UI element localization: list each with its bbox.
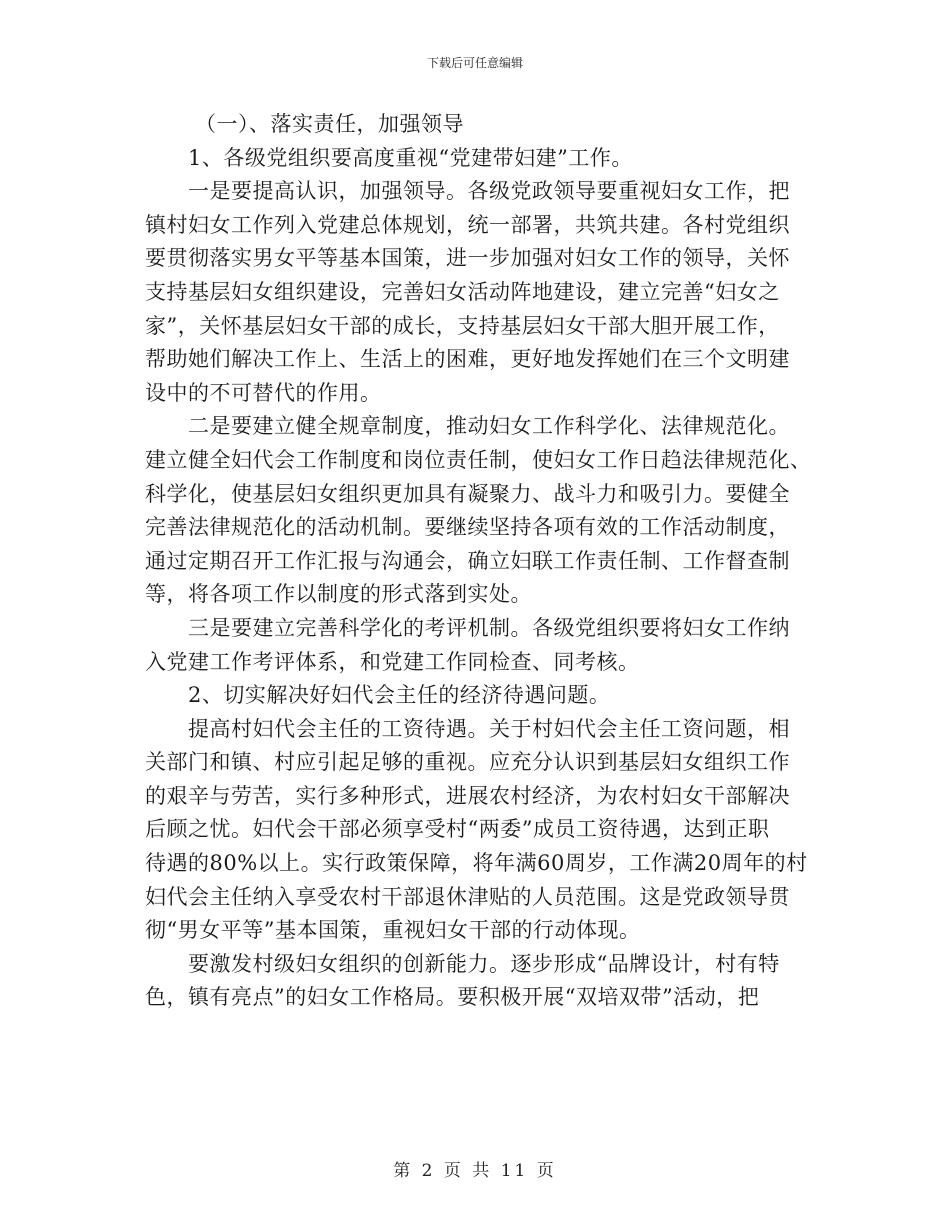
document-body [145,108,812,1015]
paragraph-line: 要激发村级妇女组织的创新能力。逐步形成“品牌设计，村有特 [188,951,780,976]
paragraph-line: 镇村妇女工作列入党建总体规划，统一部署，共筑共建。各村党组织 [145,212,790,237]
paragraph-line: 彻“男女平等”基本国策，重视妇女干部的行动体现。 [145,918,641,943]
subsection-heading: 1、各级党组织要高度重视“党建带妇建”工作。 [188,145,633,170]
section-heading: （一）、落实责任，加强领导 [195,112,464,136]
paragraph-line: 一是要提高认识，加强领导。各级党政领导要重视妇女工作，把 [188,179,790,204]
paragraph-line: 要贯彻落实男女平等基本国策，进一步加强对妇女工作的领导，关怀 [145,246,790,271]
paragraph-line: 提高村妇代会主任的工资待遇。关于村妇代会主任工资问题，相 [188,716,790,741]
subsection-heading: 2、切实解决好妇代会主任的经济待遇问题。 [188,683,611,708]
paragraph-line: 帮助她们解决工作上、生活上的困难，更好地发挥她们在三个文明建 [145,347,790,372]
paragraph-line: 色，镇有亮点”的妇女工作格局。要积极开展“双培双带”活动，把 [145,985,760,1010]
paragraph-line: 家”，关怀基层妇女干部的成长，支持基层妇女干部大胆开展工作， [145,313,780,338]
paragraph-line: 等，将各项工作以制度的形式落到实处。 [145,582,532,607]
paragraph-line: 关部门和镇、村应引起足够的重视。应充分认识到基层妇女组织工作 [145,750,790,775]
paragraph-line: 后顾之忧。妇代会干部必须享受村“两委”成员工资待遇，达到正职 [145,817,770,842]
paragraph-line: 的艰辛与劳苦，实行多种形式，进展农村经济，为农村妇女干部解决 [145,783,790,808]
paragraph-line: 建立健全妇代会工作制度和岗位责任制，使妇女工作日趋法律规范化、 [145,447,812,472]
paragraph-line: 妇代会主任纳入享受农村干部退休津贴的人员范围。这是党政领导贯 [145,884,790,909]
paragraph-line: 设中的不可替代的作用。 [145,380,382,405]
paragraph-line: 三是要建立完善科学化的考评机制。各级党组织要将妇女工作纳 [188,615,790,640]
paragraph-line: 支持基层妇女组织建设，完善妇女活动阵地建设，建立完善“妇女之 [145,279,780,304]
paragraph-line: 科学化，使基层妇女组织更加具有凝聚力、战斗力和吸引力。要健全 [145,481,790,506]
page-header: 下载后可任意编辑 [426,56,523,70]
paragraph-line: 完善法律规范化的活动机制。要继续坚持各项有效的工作活动制度， [145,515,790,540]
paragraph-line: 二是要建立健全规章制度，推动妇女工作科学化、法律规范化。 [188,414,790,439]
paragraph-line: 通过定期召开工作汇报与沟通会，确立妇联工作责任制、工作督查制 [145,548,790,573]
paragraph-line: 待遇的80%以上。实行政策保障，将年满60周岁，工作满20周年的村 [145,851,808,876]
paragraph-line: 入党建工作考评体系，和党建工作同检查、同考核。 [145,649,640,674]
page-footer: 第 2 页 共 11 页 [393,1161,557,1181]
